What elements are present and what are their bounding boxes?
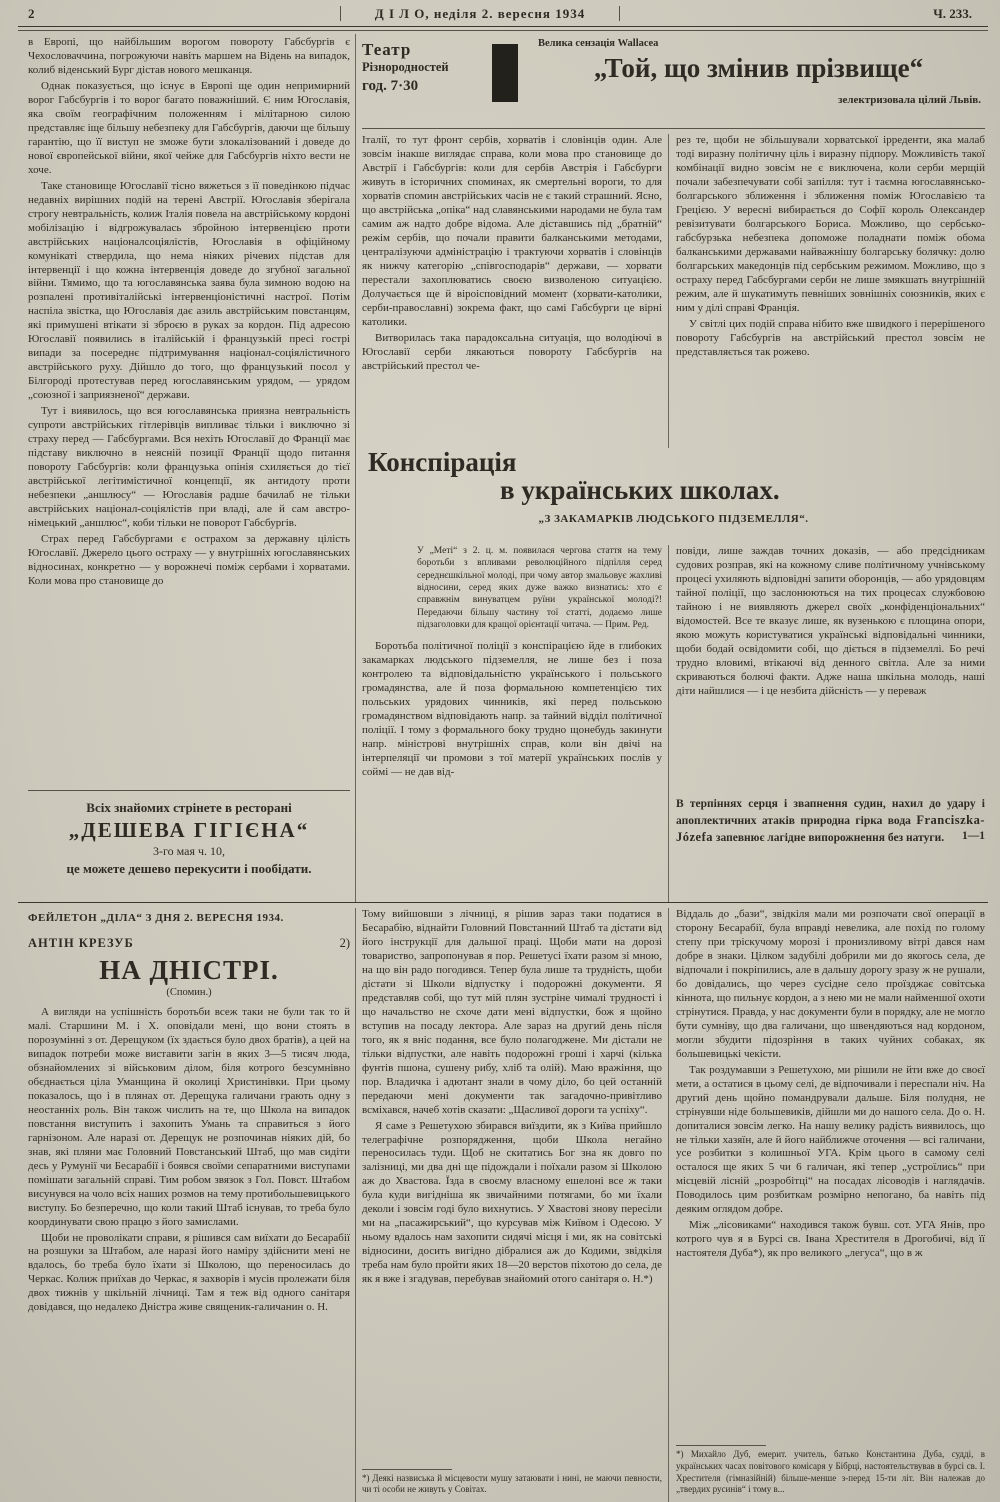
restaurant-ad-address: 3-го мая ч. 10, bbox=[152, 844, 225, 858]
feuilleton-col-1 bbox=[28, 912, 350, 1496]
feuilleton-rule bbox=[18, 902, 988, 903]
paragraph: Однак показується, що існує в Европі ще один непримирний ворог Габсбургів і то ворог багато поважніший. Є ним Югославія, яка своїм географічним положенням і мілітарною силою представляє іще більшу небезпеку для Габсбургів, даючи ще більшу гарантію, що її виступ не зможе бути злокалізований і доведе до нової європейської війни, якої чейже для Габсбургів ніхто вести не хоче. bbox=[28, 79, 350, 176]
paragraph: рез те, щоби не збільшували хорватської ірреденти, яка малаб тоді виразну політичну ціль і виразну підпору. Можливість такої комбінації видно зовсім не є виключена, коли серби мерщій почали забезпечувати собі запілля: тут і таємна югославянсько-болгарського зближення і зближення поміж Югославією та Грецією. У вересні вибирається до Софії король Олександер ревізитувати болгарського Бориса. Можливо, що сербсько-габсбурзька небезпека допоможе поладнати поміж обома балканськими державами найважнішу болгарську болячку: долю болгарських македонців під сербським режимом. Можливо, що з остраху перед Габсбургами серби не лише змякшать внутрішній режим, але й шукатимуть певніших зовнішніх союзників, яких є ним у ділі справі Франція. bbox=[676, 134, 985, 314]
mineral-water-ad bbox=[676, 797, 985, 846]
restaurant-ad-line1: Всіх знайомих стрінете в ресторані bbox=[86, 800, 292, 815]
ad-title: „Той, що змінив прізвище“ bbox=[593, 53, 924, 83]
ad-kicker: Велика сензація Wallaceа bbox=[538, 38, 659, 49]
ad-tagline: зелектризовала цілий Львів. bbox=[838, 94, 981, 106]
venue-name: Театр bbox=[362, 40, 412, 59]
venue-name-2: Різнородностей bbox=[362, 60, 449, 74]
water-ad-text: і звапнення судин, нахил до удару і апоплектичних атаків природна гірка вода bbox=[676, 798, 985, 827]
paragraph: Між „лісовиками“ находився також бувш. сот. УГА Янів, про котрого чув я в Бурсі св. Івана Хрестителя в Дрогобичі, від її настоятеля Дуба*), як про великого „легуса“, що в ж bbox=[676, 1219, 985, 1260]
feuilleton-col-2 bbox=[362, 908, 662, 1502]
water-ad-lead: В терпіннях серця bbox=[676, 798, 778, 810]
feuilleton-title: НА ДНІСТРІ. bbox=[99, 955, 279, 985]
feuilleton-installment: 2) bbox=[339, 936, 350, 950]
theater-ad-main bbox=[532, 36, 985, 128]
feuilleton-col-3 bbox=[676, 908, 985, 1502]
column-rule bbox=[668, 908, 669, 1502]
issue-number: Ч. 233. bbox=[933, 6, 972, 21]
feuilleton-subtitle: (Спомин.) bbox=[166, 987, 212, 998]
editor-note: У „Меті“ з 2. ц. м. появилася чергова стаття на тему боротьби з впливами революційного підпілля серед середнєшкільної молоді, при чому автор змальовує жахливі відносини, серед яких дуже важко визнатись: хто є справжнім винуватцем руїни української молоді?! Передаючи більшу частину тої статті, додаємо лише підзаголовки для кращої орієнтації читача. — Прим. Ред. bbox=[417, 546, 662, 631]
feuilleton-author: АНТІН КРЕЗУБ bbox=[28, 936, 134, 950]
feuilleton-col1-body bbox=[28, 1006, 350, 1315]
conspiracy-col-left bbox=[362, 545, 662, 902]
paragraph: У світлі цих подій справа нібито вже швидкого і перерішеного повороту Габсбургів на австрійський престол зовсім не представляється так рожево. bbox=[676, 317, 985, 358]
article-habsburg-col-mid bbox=[362, 134, 662, 448]
column-rule bbox=[355, 908, 356, 1502]
paragraph: Так роздумавши з Решетухою, ми рішили не йти вже до своєї мети, а остатися в цьому селі, де відпочивали і переспали ніч. На другий день щойно помандрували дальше. Біля полудня, не стрінувши ніде большевиків, дійшли ми до нашого села. До о. Н. допиталися зовсім легко. На нашу велику радість виявилось, що не тільки хазяїн, але й його найближче оточення — всі галичани, усе розбитки з колишньої УГА. Крім цього в самому селі осталося ще яких 5 чи 6 галичан, які тепер „устроїлись“ при місцевій лісній „розробітці“ на посадах лісоводів і наглядачів. Поводилось цим розбиткам розмірно непогано, ба навіть під деяким оглядом добре. bbox=[676, 1063, 985, 1216]
footnote-separator bbox=[676, 1445, 766, 1446]
footnote-text: *) Михайло Дуб, емерит. учитель, батько Константина Дуба, судді, в українських часах повітового комісаря у Бібрці, настоятельствував в бурсі св. І. Хрестителя (гімназійній) більше-менше з-перед 15-ти літ. Він належав до „твердих русинів“ і тому в... bbox=[676, 1449, 985, 1495]
restaurant-ad bbox=[28, 790, 350, 896]
article-habsburg-col-right bbox=[676, 134, 985, 448]
column-rule bbox=[668, 545, 669, 902]
paragraph: Боротьба політичної поліції з конспірацією йде в глибоких закамарках людського підземелля, не лише без і поза контролею та відповідальністю українського і польського громадянства, але й поза формальною компетенцією тих польських урядових чинників, які перед польською громадянством відповідають напр. за тайний відділ політичної поліції. І тому з формального боку трудно щонебудь закинути напр. міністрові внутрішніх справ, коли він двічі на інтерпеляції чи промови з тої матерії українських послів у соймі — не дав від- bbox=[362, 640, 662, 779]
paragraph: А вигляди на успішність боротьби всеж таки не були так то й малі. Старшини М. і Х. оповідали мені, що вони стоять в порозумінні з от. Дерещуком (їх здається було двох братів), а цей на випадок потреби може виставити загін в яких 3—5 тисяч люда, обзнайомлених зі військовим ділом, біля котрого безсумнівно обєднається ціла Уманщина й околиці Христинівки. При цьому показалось, що і в плянах от. Дерещука галичани грають одну з неостанніх роль. Він також числить на те, що Школа на випадок повстання виступить і захопить Умань та справиться з його гарнізоном. Але наразі от. Дерещук не розпочинав ніяких дій, бо знав, які пляни має Головний Повстанський Штаб, що мав сидіти десь у Румунії чи Бесарабії і боявся своїми сепаратними виступами помішати загальній справі. Тим робом звязок з Гол. Повст. Штабом висунувся на чоло всіх наших розмов на тему протибольшевицького виступу. Бо безперечно, що коли такий Штаб існував, то треба було координувати свою працю з його замислами. bbox=[28, 1006, 350, 1228]
footnote bbox=[362, 1469, 662, 1496]
water-ad-brand: Franciszka-Józefa bbox=[676, 812, 985, 844]
restaurant-ad-line2: це можете дешево перекусити і пообідати. bbox=[66, 861, 312, 876]
theater-ad bbox=[362, 36, 985, 129]
article-conspiracy bbox=[362, 448, 985, 902]
conspiracy-columns bbox=[362, 545, 985, 902]
masthead bbox=[108, 6, 852, 22]
showtime: год. 7·30 bbox=[362, 78, 419, 94]
conspiracy-headline-2: в українських школах. bbox=[500, 475, 780, 506]
paragraph: повіди, лише заждав точних доказів, — або предсідникам судових розправ, які на кожному сливе політичному учнівському процесі ухиляють відповідні запити оборонців, — або урядовцям тайної поліції, що заслонюються на тих процесах службовою тайною і не виявляють джерел своїх „конфіденціональних“ відомостей. Все те вказує лише, як вузенькою є площина опори, якою можуть користуватися українські відповідальні чинники, щоби бодай освідомити собі, що діється в підземеллі. Бо речі трудно вловимі, втікаючі від денного світла. Але за ними скриваються болючі факти. Адже наша шкільна молодь, наші діти найшлися — і це незбита дійсність — у переваж bbox=[676, 545, 985, 697]
paragraph: Віддаль до „бази“, звідкіля мали ми розпочати свої операції в сторону Бесарабії, була вправді невелика, але похід по голому степу при тріскучому морозі і пронизливому вітрі дався нам добре в знаки. Цілком задубілі добрили ми до якогось села, де відпочали і покріпились, але в дальшу дорогу зразу ж не рушали, бо довідались, що через сусідне село проїзджає совітська кіннота, що пильнує кордон, а з нею ми не мали найменшої охоти стрінутися. Правда, у нас документи були в порядку, але не могло бути сумніву, що два галичани, що швендяються над кордоном, могли збудити підозріння в таких чуйних собаках, як большевицькі чекісти. bbox=[676, 908, 985, 1060]
paragraph: Італії, то тут фронт сербів, хорватів і словінців один. Але зовсім інакше виглядає справа, коли мова про становище до Австрії і Габсбургів: коли для сербів Австрія і Габсбурги живуть в історичних споминах, як смертельні вороги, то для хорватів спомин австрійських часів не є такий страшний. Ясно, що австрійська „опіка“ над славянськими народами не була там самим аж надто добре відома. Але діставшись під „братній“ режім сербів, що почали правити балканськими методами, централізуючи адміністрацію і трактуючи хорватів і словінців як нижчу категорію „співгосподарів“ держави, — хорвати перестали захоплюватись своєю визволеною ситуацією. Долучається ще й віроісповідний момент (хорвати-католики, серби-православні) зокрема факт, що самі Габсбурги це вірні католики. bbox=[362, 134, 662, 328]
conspiracy-col-left-body bbox=[362, 640, 662, 780]
paragraph: Я саме з Решетухою збирався виїздити, як з Київа прийшло телеграфічне розпорядження, щоби Школа негайно переносилась туди. Щоб не скитатись Бог зна як довго по залізниці, ми два дні ще підождали і поїхали разом зі Школою аж до Хвастова. Їзда в своєму власному ешелоні все ж таки була куди вигідніша як звичайними потягами, бо ми їхали деколи і зовсім годі було вихнутись. У Хвастові знову пересіли ми на „пасажирський“, що курсував між Київом і Одесою. У ньому вдалось нам захопити сидячі місця і ми, як на совітські відносини, досить вигідно дібралися аж до Кодими, звідкіля треба нам було пройти яких 18—20 верстов піхотою до села, де як я вже і згадував, перебував знайомий отого санітаря о. Н.*) bbox=[362, 1119, 662, 1286]
conspiracy-headline-1: Конспірація bbox=[368, 447, 517, 477]
conspiracy-col-right bbox=[676, 545, 985, 788]
water-ad-tail: запевнює лагідне випорожнення без натуги. bbox=[715, 831, 945, 844]
feuilleton-byline bbox=[28, 936, 350, 951]
paragraph: Таке становище Югославії тісно вяжеться з її поведінкою підчас недавніх вирішних подій на терені Австрії. Югославія зберігала строгу невтральність, колиж Італія повела на австрійському кордоні мобілізацію і відгрожувалась збройною інтервенцією проти австрійських націоналсоціялістів, Югославія в офіційному комунікаті ствердила, що нема ніяких річевих підстав для інтервенції і що кожна інтервенція доведе до згубної загальної війни. Тямимо, що та югославянська заява була зимною водою на розпалені противіталійські інтервенціоністичні настрої. Потім наспіла звістка, що Югославія дає азиль австрійським повстанцям, які примушені втікати зі зброєю в руках за кордон. Під адресою Югославії появились в італійській і французькій пресі гострі випади за посереднє підтримування націонал-соціялістичного австрійського руху. Дійшло до того, що французький посол у Білгороді протестував перед югославянським урядом, — урядом „союзної і заприязненої“ держави. bbox=[28, 179, 350, 402]
restaurant-ad-title: „ДЕШЕВА ГІГІЄНА“ bbox=[68, 818, 310, 842]
paragraph: в Европі, що найбільшим ворогом повороту Габсбургів є Чехословаччина, погрожуючи навіть маршем на Відень на випадок, колиб віденський Бург дістав нового мешканця. bbox=[28, 36, 350, 76]
paragraph: Щоби не проволікати справи, я рішився сам виїхати до Бесарабії на розшуки за Штабом, але наразі його наміру здійснити мені не вдалось, бо треба було їхати зі Школою, що переносилась до Черкас. Колиж приїхав до Черкас, я захворів і мусів пролежати біля двох тижнів у шкільній лічниці. Там я теж від одного санітаря довідався, що недалеко Дністра живе священик-галичанин о. Н. bbox=[28, 1231, 350, 1314]
footnote bbox=[676, 1445, 985, 1496]
page-header bbox=[28, 4, 972, 24]
water-ad-mark: 1—1 bbox=[962, 829, 985, 842]
feuilleton-col2-body bbox=[362, 908, 662, 1428]
footnote-text: *) Деякі назвиська й місцевости мушу затаювати і нині, не маючи певности, чи ті особи не живуть у Совітах. bbox=[362, 1472, 662, 1495]
conspiracy-subhead: „З ЗАКАМАРКІВ ЛЮДСЬКОГО ПІДЗЕМЕЛЛЯ“. bbox=[538, 512, 809, 525]
paragraph: Страх перед Габсбургами є острахом за державну цілість Югославії. Джерело цього остраху — у внутрішніх югославянських відносинах, конкретно — у ворожнечі поміж сербами і хорватами. Коли мова про становище до bbox=[28, 532, 350, 587]
header-rule bbox=[18, 26, 988, 31]
page-number: 2 bbox=[28, 6, 35, 21]
theater-venue bbox=[362, 36, 490, 128]
feuilleton-rubric: ФЕЙЛЕТОН „ДІЛА“ З ДНЯ 2. ВЕРЕСНЯ 1934. bbox=[28, 912, 284, 924]
masthead-text: Д І Л О, неділя 2. вересня 1934 bbox=[340, 6, 620, 21]
column-rule bbox=[355, 34, 356, 902]
article-habsburg-col-left bbox=[28, 36, 350, 786]
paragraph: Тут і виявилось, що вся югославянська приязна невтральність супроти австрійських гітлерівців випливає тільки і виключно зі страху перед — Габсбургами. Вся нехіть Югославії до Франції має підставу виключно в неясній позиції Франції щодо питання повороту Габсбургів: коли французька опінія схиляється до тієї австрійської легітимістичної концепції, як антидоту проти небезпеки „аншлюсу“ — Югославія радше бачилаб не тільки австрійських націонал-соціялістів при владі, але й сам австро-німецький „аншлюс“, коби тільки не поворот Габсбургів. bbox=[28, 405, 350, 529]
paragraph: Тому вийшовши з лічниці, я рішив зараз таки податися в Бесарабію, віднайти Головний Повстанний Штаб та дістати від його інструкції для дальшої праці. Щоби мати на дорозі товариство, запропонував я пор. Решетусі їхати разом зі мною, на що він радо погодився. Тепер була лише та трудність, щоби дістати зі Школи відпустку і подорожні документи. Я представляв собі, що тут мій плян зустріне чималі трудності і що начальство не схоче дати мені відпустки, бож я щойно вступив на посаду лектора. Але зараз на другий день після того, як я вніс подання, все було полагоджене. Ми дістали не тільки відпустки, але навіть подорожні гроші і харчі (кілька фунтів пшона, сушену рибу, хліб та олій). Маю вражіння, що пор. Владичка і адютант знали в чому діло, бо цей останній передаючи мені документи так загадочно-привітливо всміхався, начеб хотів сказати: „Щасливої дороги та успіху“. bbox=[362, 908, 662, 1116]
paragraph: Витворилась така парадоксальна ситуація, що володіючі в Югославії серби лякаються повороту Габсбургів на австрійський престол че- bbox=[362, 331, 662, 372]
ad-divider-block bbox=[492, 44, 518, 102]
column-rule bbox=[668, 134, 669, 448]
feuilleton-col3-body bbox=[676, 908, 985, 1346]
footnote-separator bbox=[362, 1469, 452, 1470]
